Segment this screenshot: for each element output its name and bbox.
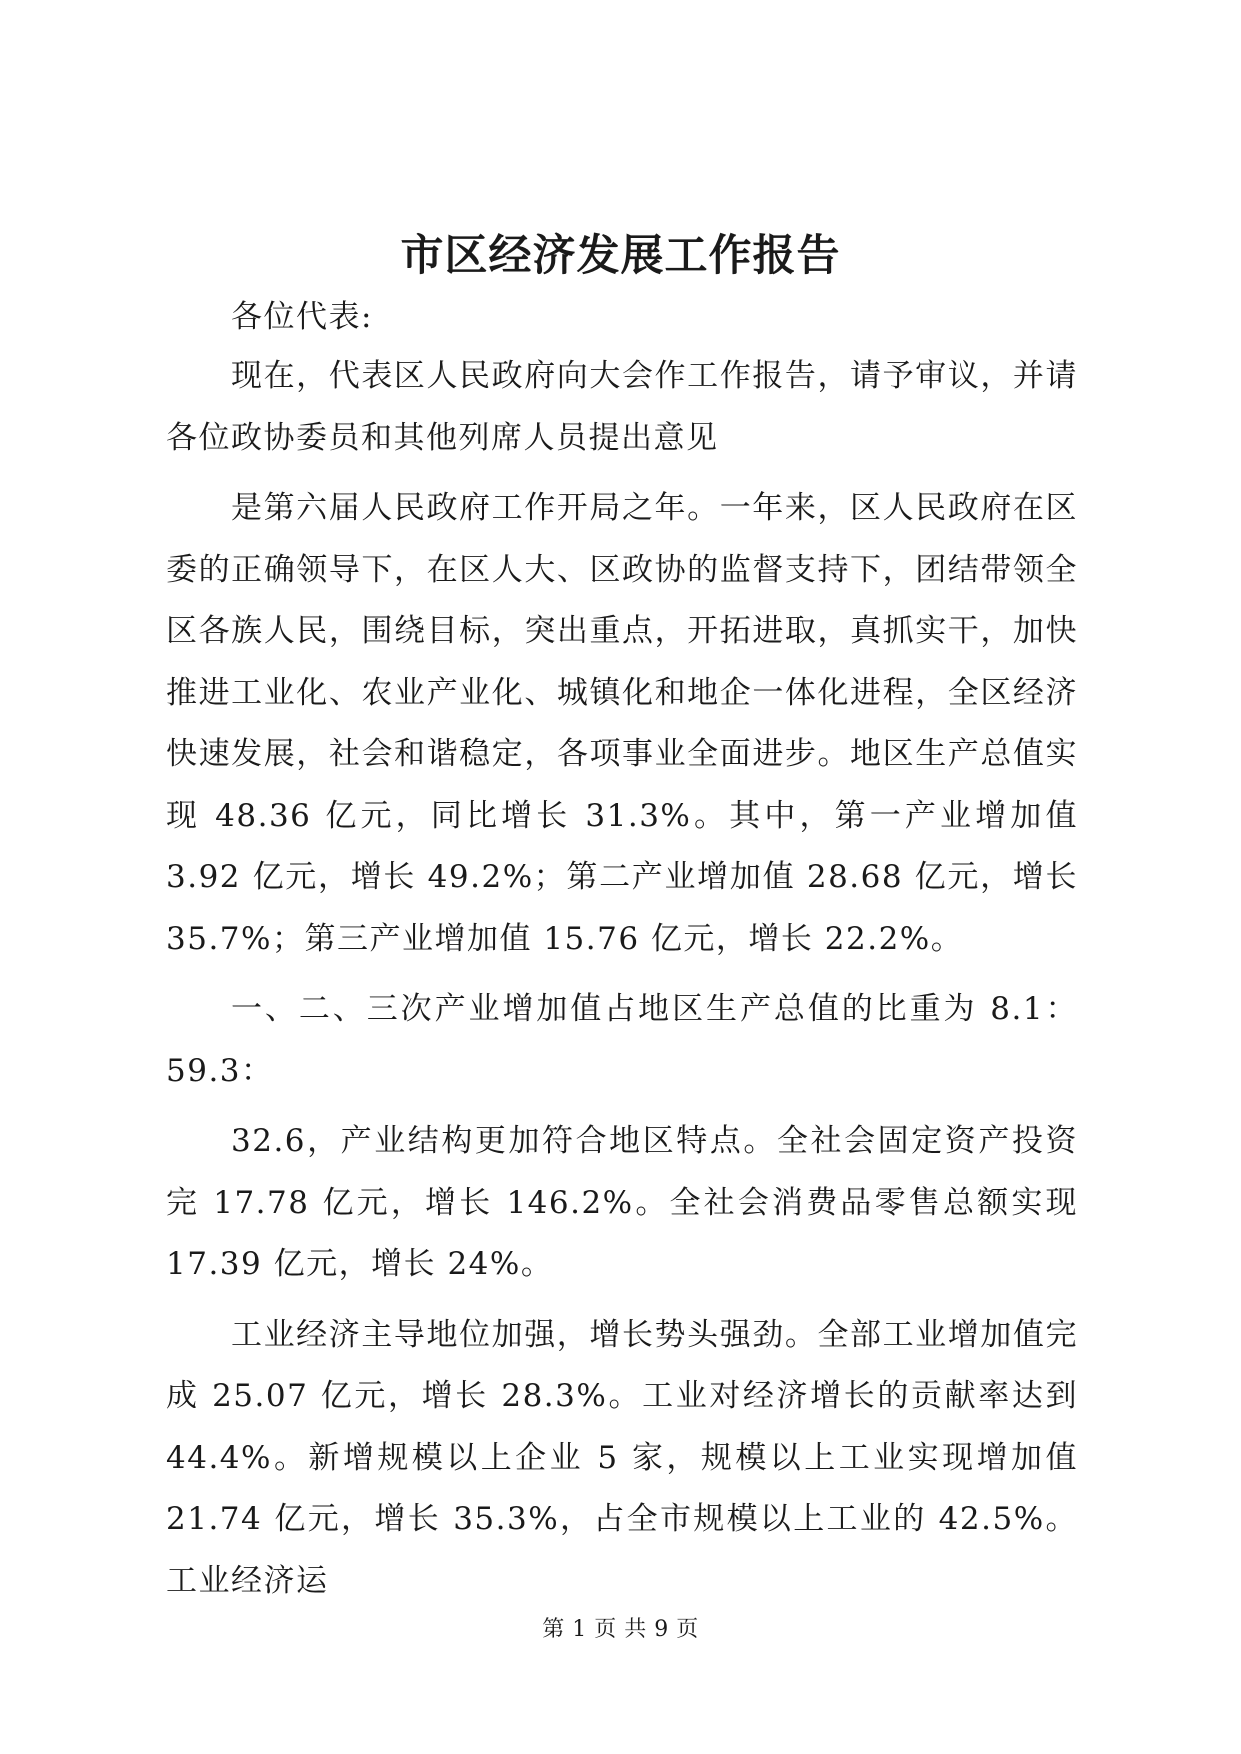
- paragraph-industrial-economy: 工业经济主导地位加强，增长势头强劲。全部工业增加值完成 25.07 亿元，增长 28.3%。工业对经济增长的贡献率达到 44.4%。新增规模以上企业 5 家，规模以上工业实现增加值 21.74 亿元，增长 35.3%，占全市规模以上工业的 42.5%。工业经济运: [166, 1316, 1078, 1599]
- paragraph-overview: 是第六届人民政府工作开局之年。一年来，区人民政府在区委的正确领导下，在区人大、区政协的监督支持下，团结带领全区各族人民，围绕目标，突出重点，开拓进取，真抓实干，加快推进工业化、农业产业化、城镇化和地企一体化进程，全区经济快速发展，社会和谐稳定，各项事业全面进步。地区生产总值实现 48.36 亿元，同比增长 31.3%。其中，第一产业增加值 3.92 亿元，增长 49.2%；第二产业增加值 28.68 亿元，增长 35.7%；第三产业增加值 15.76 亿元，增长 22.2%。: [166, 490, 1078, 957]
- page-title: 市区经济发展工作报告: [400, 231, 841, 281]
- paragraph-industry-ratio: 一、二、三次产业增加值占地区生产总值的比重为 8.1：59.3：: [166, 991, 1078, 1089]
- paragraph-intro: 现在，代表区人民政府向大会作工作报告，请予审议，并请各位政协委员和其他列席人员提出意见: [166, 358, 1078, 456]
- document-body: [166, 288, 1078, 1612]
- page-footer: 第 1 页 共 9 页: [542, 1617, 699, 1642]
- greeting: 各位代表:: [231, 299, 373, 335]
- paragraph-investment: 32.6，产业结构更加符合地区特点。全社会固定资产投资完 17.78 亿元，增长 146.2%。全社会消费品零售总额实现 17.39 亿元，增长 24%。: [166, 1123, 1078, 1282]
